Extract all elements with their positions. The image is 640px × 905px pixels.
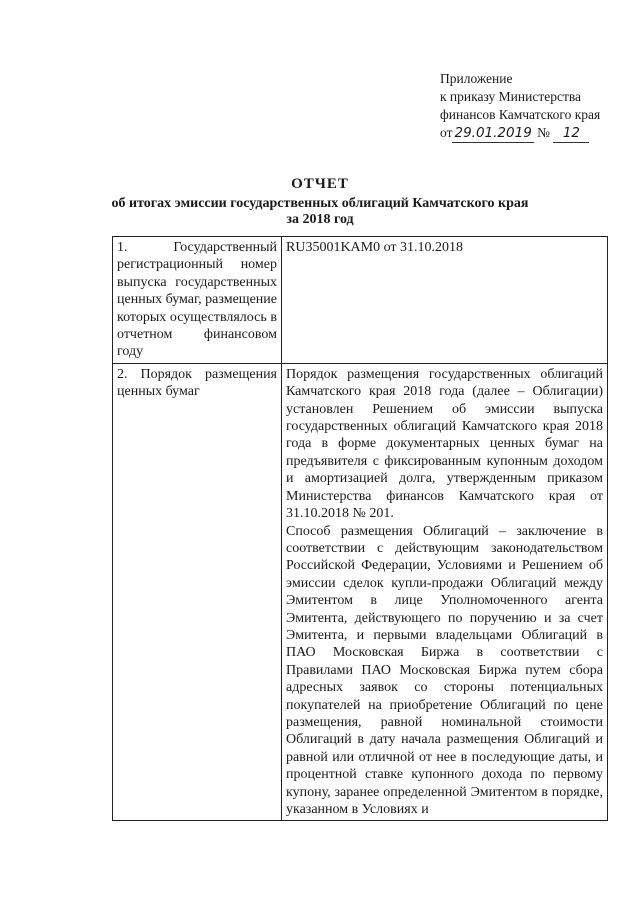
- registration-number: RU35001KAM0 от 31.10.2018: [286, 240, 464, 255]
- row-label: 2. Порядок размещения ценных бумаг: [113, 363, 282, 821]
- report-year: за 2018 год: [286, 212, 354, 227]
- table-row: [113, 237, 608, 364]
- row-value: [282, 237, 608, 364]
- handwritten-number: 12: [553, 124, 589, 143]
- report-subtitle: об итогах эмиссии государственных облигаций Камчатского края: [111, 196, 529, 211]
- number-prefix: №: [537, 125, 551, 140]
- report-title: ОТЧЕТ: [291, 176, 349, 192]
- appendix-line-2: к приказу Министерства: [440, 89, 582, 104]
- appendix-block: [440, 70, 630, 143]
- appendix-line-1: Приложение: [440, 71, 513, 86]
- placement-paragraph: Порядок размещения государственных облигаций Камчатского края 2018 года (далее – Облигации) установлен Решением об эмиссии выпуска государственных облигаций Камчатского края 2018 года в форме документарных ценных бумаг на предъявителя с фиксированным купонным доходом и амортизацией долга, утвержденным приказом Министерства финансов Камчатского края от 31.10.2018 № 201.: [286, 366, 603, 522]
- row-label: 1. Государственный регистрационный номер выпуска государственных ценных бумаг, размещение которых осуществлялось в отчетном финансовом году: [113, 237, 282, 364]
- appendix-line-3: финансов Камчатского края: [440, 107, 601, 122]
- date-prefix: от: [440, 125, 453, 140]
- table-row: [113, 363, 608, 821]
- report-table: [112, 236, 608, 821]
- placement-paragraph: Способ размещения Облигаций – заключение в соответствии с действующим законодательством Российской Федерации, Условиями и Решением об эмиссии сделок купли-продажи Облигаций между Эмитентом в лице Уполномоченного агента Эмитента, действующего по поручению и за счет Эмитента, и первыми владельцами Облигаций в ПАО Московская Биржа в соответствии с Правилами ПАО Московская Биржа путем сбора адресных заявок со стороны потенциальных покупателей на приобретение Облигаций по цене размещения, равной номинальной стоимости Облигаций в дату начала размещения Облигаций и равной или отличной от нее в последующие даты, и процентной ставке купонного дохода по первому купону, заранее определенной Эмитентом в порядке, указанном в Условиях и: [286, 523, 603, 817]
- row-value: [282, 363, 608, 821]
- handwritten-date: 29.01.2019: [454, 125, 532, 141]
- appendix-date-line: [440, 124, 630, 143]
